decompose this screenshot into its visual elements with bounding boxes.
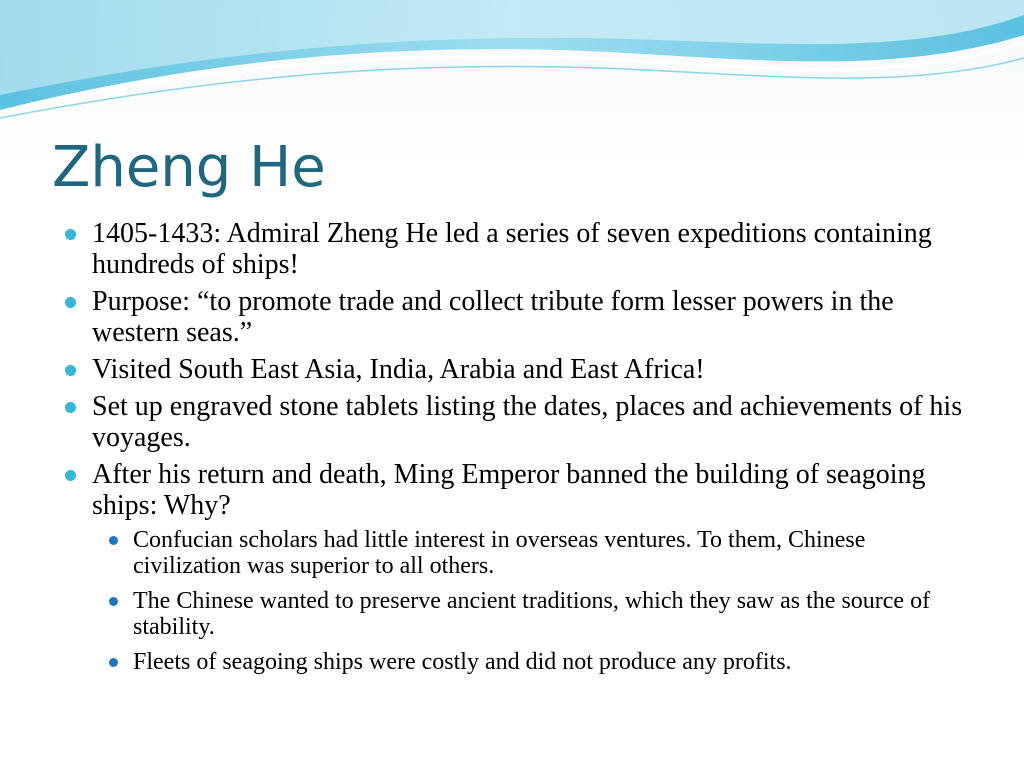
bullet-item-ban bbox=[64, 459, 974, 675]
bullet-text: Set up engraved stone tablets listing the dates, places and achievements of his voyages. bbox=[92, 391, 963, 453]
bullet-item-purpose bbox=[64, 286, 974, 348]
bullet-text: 1405-1433: Admiral Zheng He led a series of seven expeditions containing hundreds of ships! bbox=[92, 218, 932, 280]
sub-bullet-text: The Chinese wanted to preserve ancient traditions, which they saw as the source of stability. bbox=[133, 588, 931, 640]
bullet-list bbox=[64, 218, 974, 684]
bullet-item-dates bbox=[64, 218, 974, 280]
sub-bullet-item-traditions bbox=[105, 588, 974, 640]
sub-bullet-list bbox=[92, 527, 974, 675]
sub-bullet-item-costly bbox=[105, 649, 974, 675]
sub-bullet-item-confucian bbox=[105, 527, 974, 579]
bullet-text: Visited South East Asia, India, Arabia and East Africa! bbox=[92, 354, 705, 385]
slide-title: Zheng He bbox=[52, 135, 326, 200]
bullet-item-tablets bbox=[64, 391, 974, 453]
bullet-item-visited bbox=[64, 354, 974, 385]
wave-header-decoration bbox=[0, 0, 1024, 120]
bullet-text: Purpose: “to promote trade and collect tribute form lesser powers in the western seas.” bbox=[92, 286, 894, 348]
bullet-text: After his return and death, Ming Emperor banned the building of seagoing ships: Why? bbox=[92, 459, 926, 521]
sub-bullet-text: Confucian scholars had little interest in overseas ventures. To them, Chinese civilization was superior to all others. bbox=[133, 527, 866, 579]
sub-bullet-text: Fleets of seagoing ships were costly and did not produce any profits. bbox=[133, 649, 792, 675]
